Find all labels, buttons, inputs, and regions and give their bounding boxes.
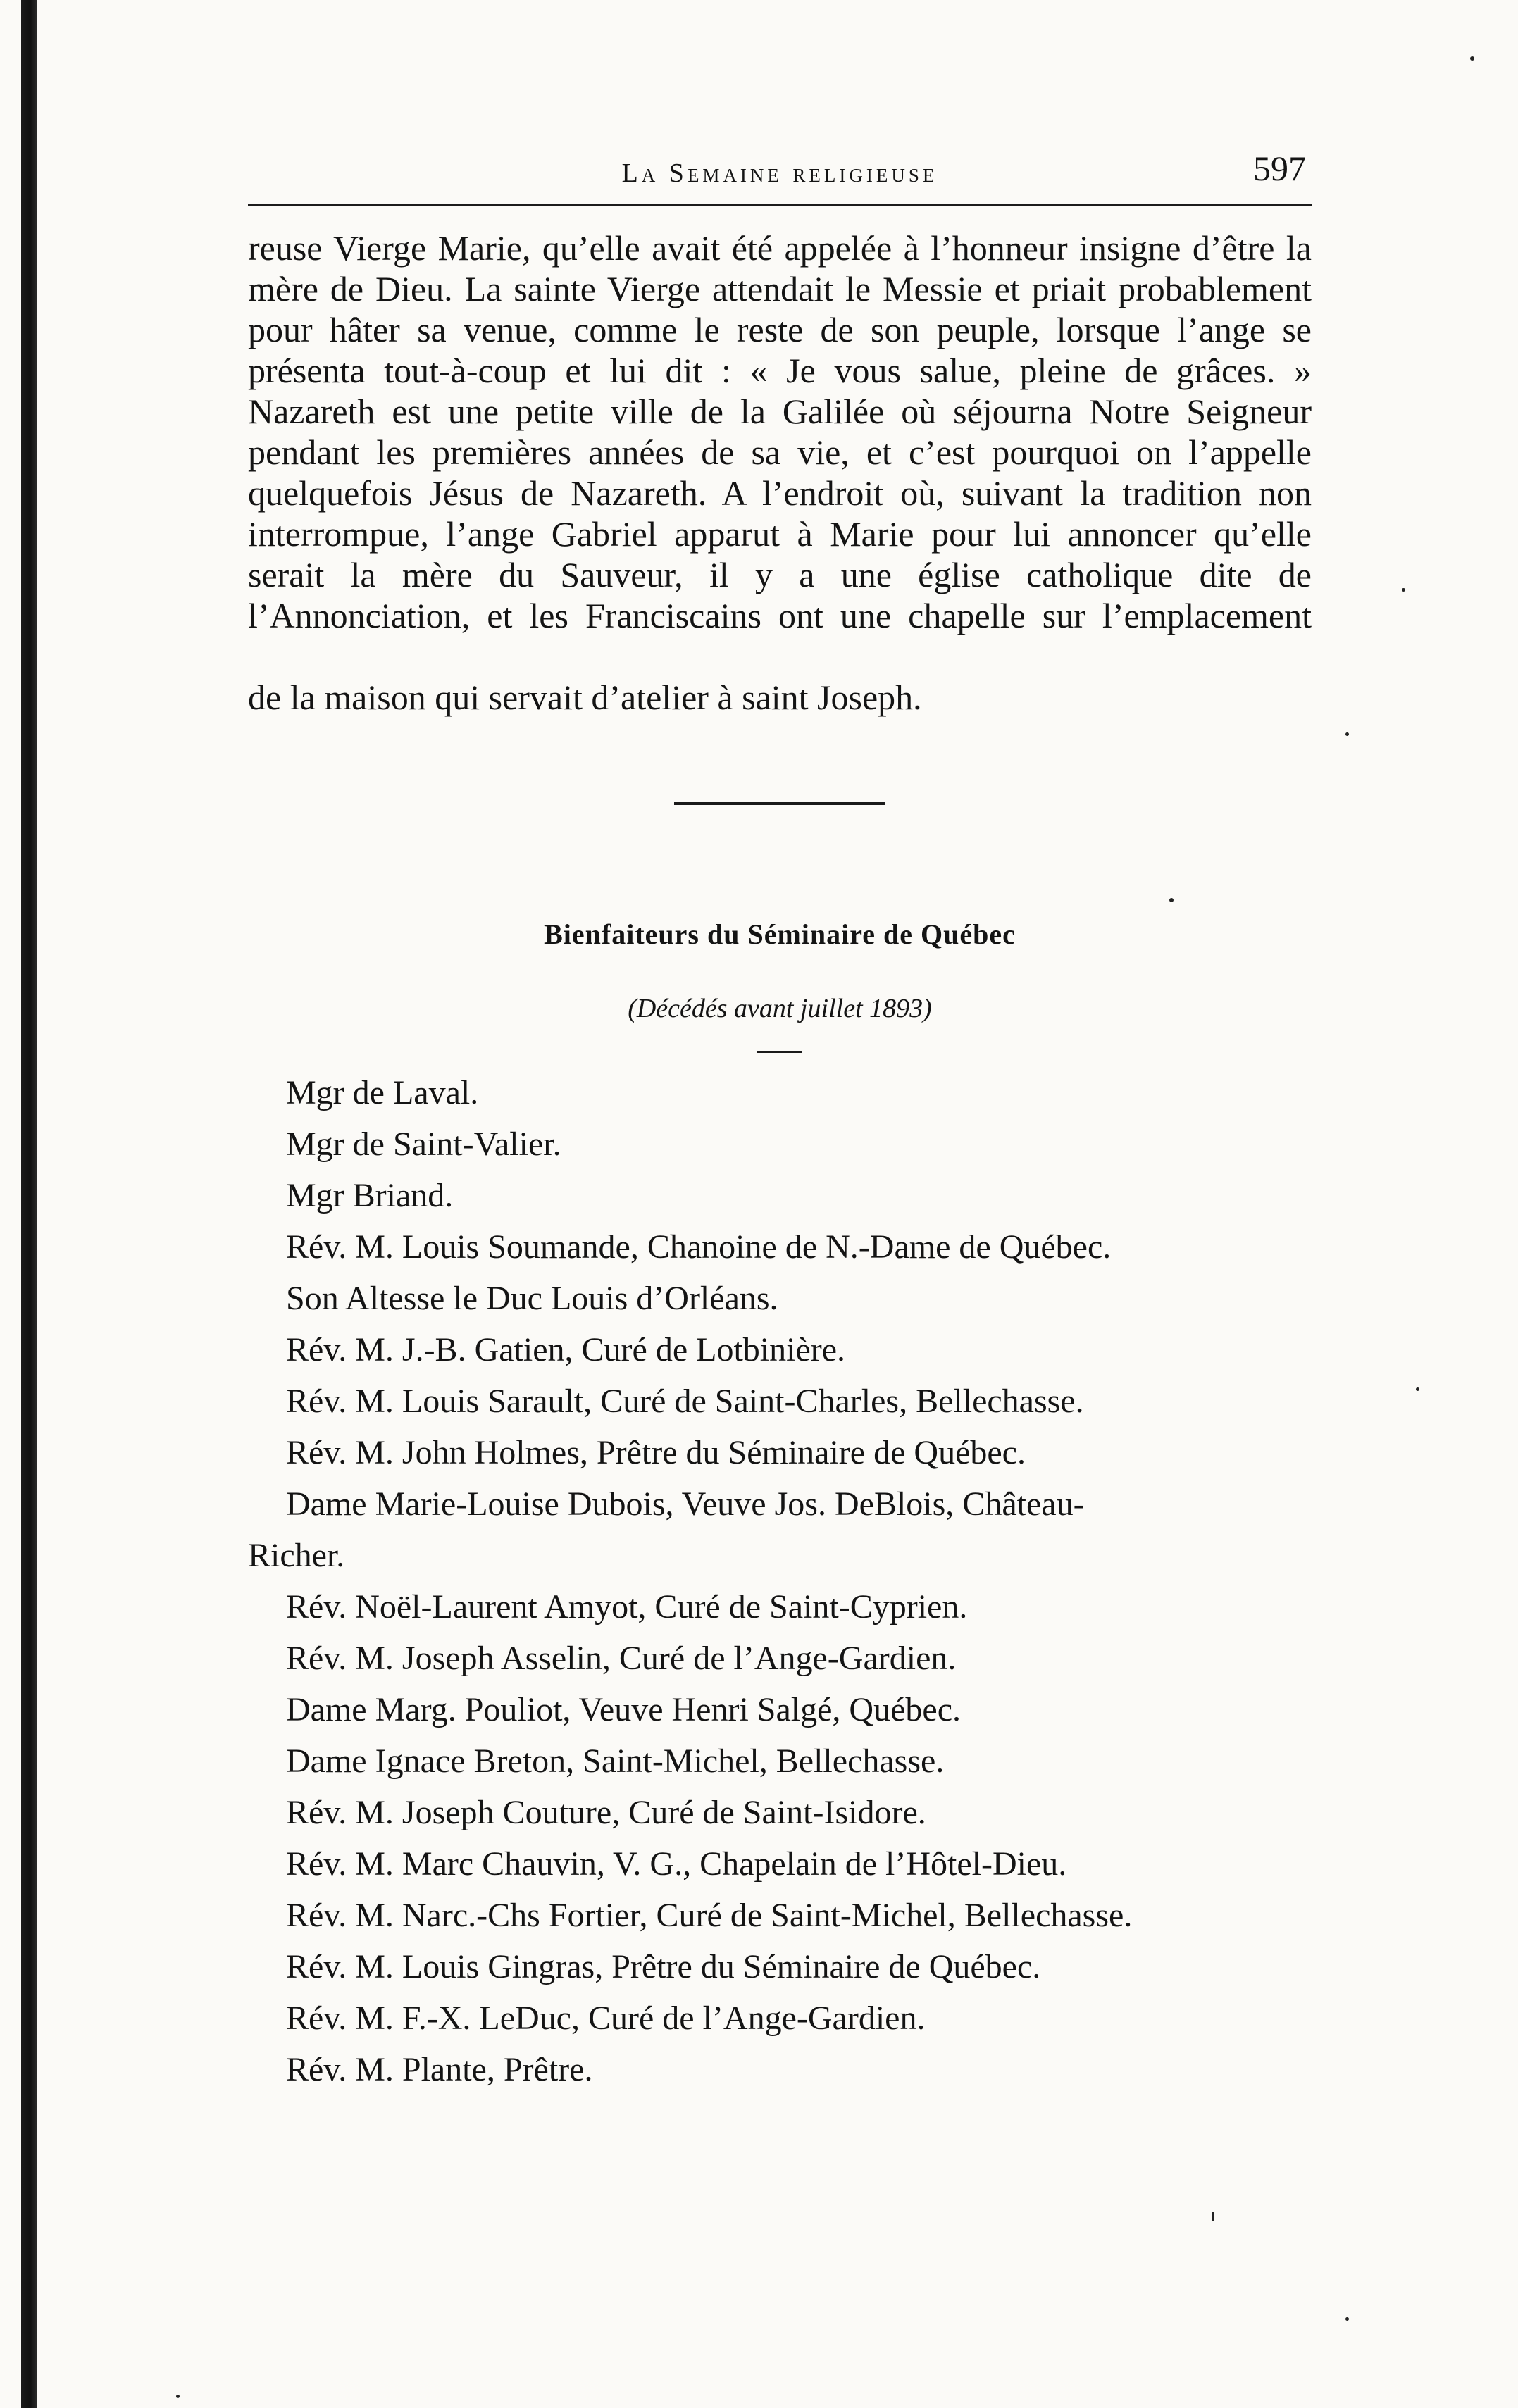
list-item: Rév. M. Narc.-Chs Fortier, Curé de Saint-Michel, Bellechasse. [286,1897,1133,1934]
list-item: Rév. M. J.-B. Gatien, Curé de Lotbinière. [286,1331,846,1368]
list-item: Mgr de Saint-Valier. [286,1125,561,1163]
list-item: Rév. M. Marc Chauvin, V. G., Chapelain de l’Hôtel-Dieu. [286,1845,1067,1883]
list-item: Rév. Noël-Laurent Amyot, Curé de Saint-Cyprien. [286,1588,968,1626]
running-title: La Semaine religieuse [621,158,938,188]
continuation-last-line: de la maison qui servait d’atelier à saint Joseph. [248,678,922,717]
list-item: Rév. M. Louis Soumande, Chanoine de N.-Dame de Québec. [286,1228,1112,1266]
continuation-paragraph: reuse Vierge Marie, qu’elle avait été appelée à l’honneur insigne d’être la mère de Dieu. La sainte Vierge attendait le Messie et priait probablement pour hâter sa venue, comme le reste de son peuple, lorsque l’ange se présenta tout-à-coup et lui dit : « Je vous salue, pleine de grâces. » Nazareth est une petite ville de la Galilée où séjourna Notre Seigneur pendant les premières années de sa vie, et c’est pourquoi on l’appelle quelquefois Jésus de Nazareth. A l’endroit où, suivant la tradition non interrompue, l’ange Gabriel apparut à Marie pour lui annoncer qu’elle serait la mère du Sauveur, il y a une église catholique dite de l’Annonciation, et les Franciscains ont une chapelle sur l’emplacement [248,228,1312,635]
list-item-continuation: Richer. [248,1537,345,1574]
page [248,141,1312,2095]
subtitle-dash [757,1051,802,1053]
running-head [248,141,1312,197]
list-item: Rév. M. Louis Sarault, Curé de Saint-Charles, Bellechasse. [286,1383,1084,1420]
list-item: Rév. M. Joseph Asselin, Curé de l’Ange-Gardien. [286,1640,957,1677]
section-title: Bienfaiteurs du Séminaire de Québec [544,918,1016,950]
list-item: Dame Ignace Breton, Saint-Michel, Bellechasse. [286,1742,945,1780]
list-item: Rév. M. Louis Gingras, Prêtre du Séminaire de Québec. [286,1948,1041,1985]
list-item: Mgr Briand. [286,1177,454,1214]
list-item: Son Altesse le Duc Louis d’Orléans. [286,1280,778,1317]
section-divider [674,802,885,805]
header-rule [248,204,1312,206]
list-item: Rév. M. John Holmes, Prêtre du Séminaire de Québec. [286,1434,1026,1471]
section-subtitle [248,993,1312,1024]
benefactors-list [248,1067,1312,2095]
section-subtitle-text: (Décédés avant juillet 1893) [628,994,932,1023]
list-item: Mgr de Laval. [286,1074,479,1111]
page-number: 597 [1253,149,1306,188]
list-item: Dame Marg. Pouliot, Veuve Henri Salgé, Québec. [286,1691,962,1728]
list-item: Rév. M. Joseph Couture, Curé de Saint-Isidore. [286,1794,926,1831]
book-binding-edge [21,0,37,2408]
list-item: Dame Marie-Louise Dubois, Veuve Jos. DeBlois, Château- [286,1485,1085,1523]
list-item: Rév. M. F.-X. LeDuc, Curé de l’Ange-Gardien. [286,2000,926,2037]
list-item: Rév. M. Plante, Prêtre. [286,2051,593,2088]
